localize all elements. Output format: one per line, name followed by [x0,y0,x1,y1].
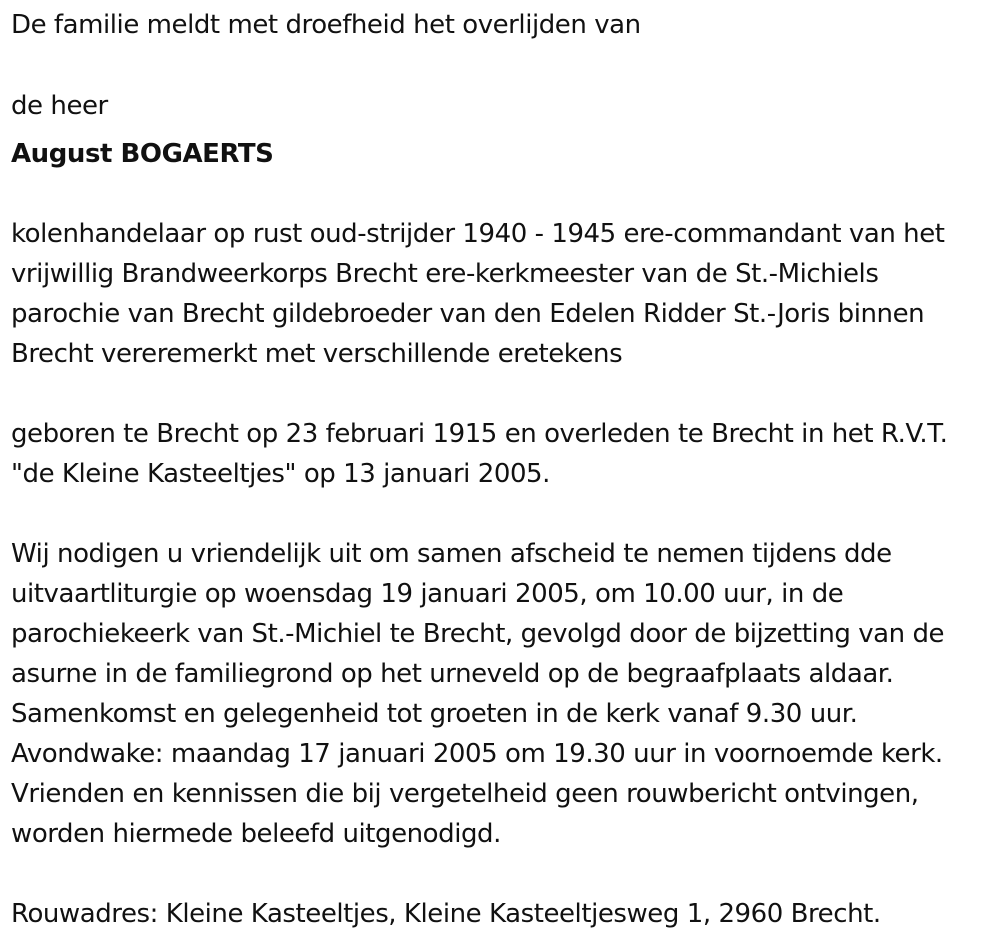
invitation-paragraph: Wij nodigen u vriendelijk uit om samen afscheid te nemen tijdens dde uitvaartliturgie op woensdag 19 januari 2005, om 10.00 uur, in de parochiekeerk van St.-Michiel te Brecht, gevolgd door de bijzetting van de asurne in de familiegrond op het urneveld op de begraafplaats aldaar. Samenkomst en gelegenheid tot groeten in de kerk vanaf 9.30 uur. Avondwake: maandag 17 januari 2005 om 19.30 uur in voornoemde kerk. Vrienden en kennissen die bij vergetelheid geen rouwbericht ontvingen, worden hiermede beleefd uitgenodigd. [11,539,945,849]
titles-paragraph: kolenhandelaar op rust oud-strijder 1940 - 1945 ere-commandant van het vrijwillig Brandweerkorps Brecht ere-kerkmeester van de St.-Michiels parochie van Brecht gildebroeder van den Edelen Ridder St.-Joris binnen Brecht vereremerkt met verschillende eretekens [11,219,945,369]
birth-death-paragraph: geboren te Brecht op 23 februari 1915 en overleden te Brecht in het R.V.T. "de Kleine Kasteeltjes" op 13 januari 2005. [11,419,948,489]
deceased-name: August BOGAERTS [11,139,274,169]
salutation: de heer [11,91,108,121]
mourning-address: Rouwadres: Kleine Kasteeltjes, Kleine Kasteeltjesweg 1, 2960 Brecht. [11,899,881,929]
intro-text: De familie meldt met droefheid het overlijden van [11,10,641,40]
